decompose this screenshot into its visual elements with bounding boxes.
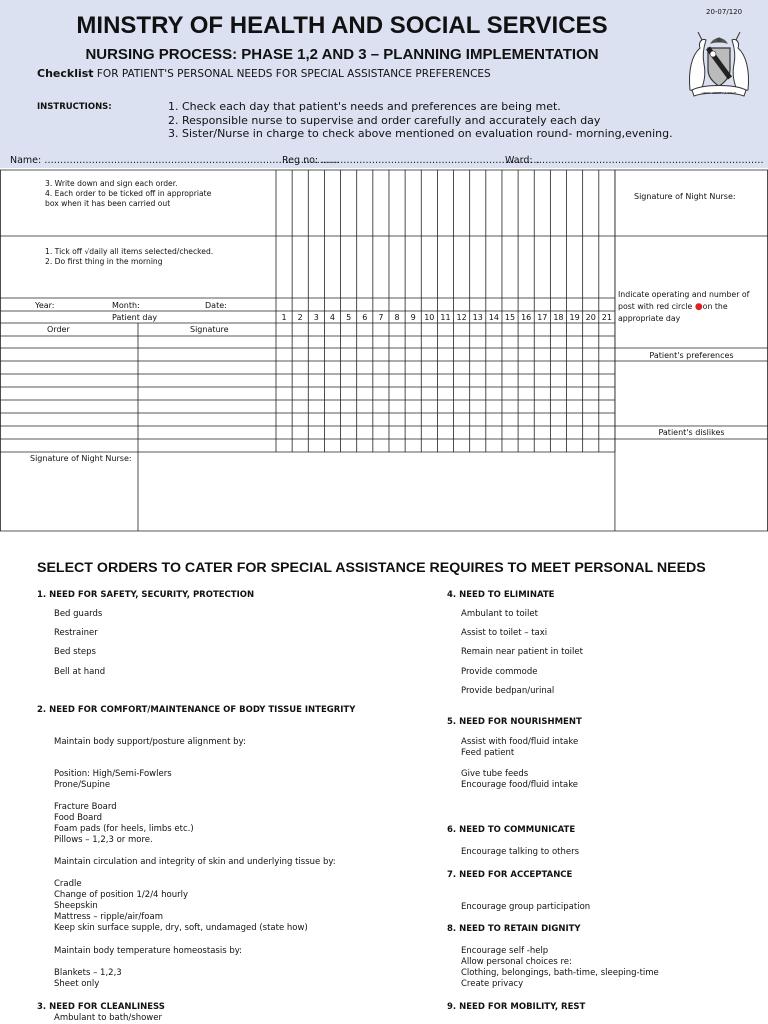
indicator-text: Indicate operating and number of post with red circle (618, 290, 750, 311)
night-nurse-signature-bottom: Signature of Night Nurse: (30, 454, 132, 463)
day-number: 11 (440, 313, 451, 322)
patient-preferences-label: Patient's preferences (649, 351, 734, 360)
day-number: 14 (488, 313, 499, 322)
day-number: 4 (329, 313, 336, 322)
order-fracture-board[interactable]: Fracture Board (54, 802, 117, 812)
indicator-text-end: on the appropriate day (618, 302, 728, 323)
crest-motto: UNITY LIBERTY JUSTICE (701, 91, 737, 95)
order-remain-near-patient[interactable]: Remain near patient in toilet (461, 647, 583, 657)
order-position[interactable]: Position: High/Semi-Fowlers (54, 769, 172, 779)
red-circle-icon: ● (694, 302, 703, 312)
order-provide-commode[interactable]: Provide commode (461, 667, 538, 677)
order-encourage-self-help[interactable]: Encourage self -help (461, 946, 549, 956)
order-encourage-talking[interactable]: Encourage talking to others (461, 847, 580, 857)
order-provide-bedpan[interactable]: Provide bedpan/urinal (461, 686, 555, 696)
order-feed-patient[interactable]: Feed patient (461, 748, 515, 758)
instruction-item: 1. Check each day that patient's needs and preferences are being met. (168, 100, 561, 113)
day-number: 9 (410, 313, 416, 322)
note-line: 3. Write down and sign each order. (45, 179, 178, 188)
day-number: 17 (537, 313, 548, 322)
day-number: 15 (504, 313, 516, 322)
order-keep-skin-supple[interactable]: Keep skin surface supple, dry, soft, undamaged (state how) (54, 923, 308, 933)
order-create-privacy[interactable]: Create privacy (461, 979, 524, 989)
order-bell-at-hand[interactable]: Bell at hand (54, 667, 106, 677)
instruction-item: 2. Responsible nurse to supervise and order carefully and accurately each day (168, 113, 601, 127)
day-number: 5 (346, 313, 352, 322)
need-comfort-heading: 2. NEED FOR COMFORT/MAINTENANCE OF BODY TISSUE INTEGRITY (37, 705, 356, 715)
day-number: 8 (394, 313, 400, 322)
need-dignity-heading: 8. NEED TO RETAIN DIGNITY (447, 924, 581, 934)
day-number: 3 (313, 313, 319, 322)
note-line: box when it has been carried out (45, 199, 171, 208)
order-ambulant-toilet[interactable]: Ambulant to toilet (461, 609, 538, 619)
night-nurse-signature-top: Signature of Night Nurse: (634, 192, 736, 201)
day-number: 16 (521, 313, 532, 322)
order-sheet-only[interactable]: Sheet only (54, 979, 100, 989)
order-ambulant-bath[interactable]: Ambulant to bath/shower (54, 1013, 162, 1023)
ward-field[interactable]: Ward: ……………………………………………………………… (505, 155, 764, 166)
order-cradle[interactable]: Cradle (54, 879, 82, 889)
order-group-participation[interactable]: Encourage group participation (461, 902, 591, 912)
order-prone-supine[interactable]: Prone/Supine (54, 780, 111, 790)
order-instructions-top (45, 179, 265, 209)
page-title: MINSTRY OF HEALTH AND SOCIAL SERVICES (76, 12, 608, 39)
name-field[interactable]: Name: ………………………………………………………………………………… (10, 155, 339, 166)
day-number: 20 (585, 313, 596, 322)
day-number: 10 (424, 313, 435, 322)
order-tube-feeds[interactable]: Give tube feeds (461, 769, 529, 779)
month-label: Month: (112, 301, 140, 310)
orders-section-title: SELECT ORDERS TO CATER FOR SPECIAL ASSISTANCE REQUIRES TO MEET PERSONAL NEEDS (37, 560, 706, 576)
reg-no-field[interactable]: Reg no: …………………………………………………………… (282, 155, 540, 166)
order-column-header: Order (47, 325, 70, 334)
order-bed-guards[interactable]: Bed guards (54, 609, 103, 619)
instruction-item: 3. Sister/Nurse in charge to check above mentioned on evaluation round- morning,evening. (168, 127, 673, 140)
checklist-label: Checklist (37, 67, 94, 80)
checklist-description: FOR PATIENT'S PERSONAL NEEDS FOR SPECIAL ASSISTANCE PREFERENCES (93, 68, 491, 80)
body-support-note: Maintain body support/posture alignment by: (54, 737, 246, 747)
day-number: 7 (378, 313, 384, 322)
order-foam-pads[interactable]: Foam pads (for heels, limbs etc.) (54, 824, 194, 834)
need-safety-heading: 1. NEED FOR SAFETY, SECURITY, PROTECTION (37, 590, 255, 600)
order-bed-steps[interactable]: Bed steps (54, 647, 96, 657)
day-number: 13 (472, 313, 483, 322)
patient-dislikes-label: Patient's dislikes (658, 428, 725, 437)
instructions-label: INSTRUCTIONS: (37, 102, 112, 112)
order-assist-food[interactable]: Assist with food/fluid intake (461, 737, 579, 747)
patient-day-label: Patient day (112, 313, 158, 322)
signature-column-header: Signature (190, 325, 229, 334)
need-eliminate-heading: 4. NEED TO ELIMINATE (447, 590, 555, 600)
day-number: 19 (569, 313, 580, 322)
year-label: Year: (35, 301, 55, 310)
need-nourishment-heading: 5. NEED FOR NOURISHMENT (447, 717, 582, 727)
order-encourage-intake[interactable]: Encourage food/fluid intake (461, 780, 579, 790)
day-number: 18 (553, 313, 564, 322)
note-line: 1. Tick off √daily all items selected/checked. (45, 247, 214, 256)
page-subtitle: NURSING PROCESS: PHASE 1,2 AND 3 – PLANNING IMPLEMENTATION (85, 46, 599, 63)
need-mobility-heading: 9. NEED FOR MOBILITY, REST (447, 1002, 586, 1012)
circulation-note: Maintain circulation and integrity of skin and underlying tissue by: (54, 857, 336, 867)
order-choices-detail[interactable]: Clothing, belongings, bath-time, sleeping-time (461, 968, 659, 978)
document-number: 20-07/120 (706, 8, 743, 16)
order-pillows[interactable]: Pillows – 1,2,3 or more. (54, 835, 153, 845)
note-line: 2. Do first thing in the morning (45, 257, 163, 266)
order-mattress[interactable]: Mattress – ripple/air/foam (54, 912, 163, 922)
need-communicate-heading: 6. NEED TO COMMUNICATE (447, 825, 576, 835)
order-sheepskin[interactable]: Sheepskin (54, 901, 98, 911)
day-number: 12 (456, 313, 467, 322)
need-acceptance-heading: 7. NEED FOR ACCEPTANCE (447, 870, 573, 880)
day-number: 1 (281, 313, 287, 322)
day-number: 6 (362, 313, 368, 322)
operating-indicator-note (618, 289, 764, 325)
day-number: 2 (297, 313, 303, 322)
temperature-note: Maintain body temperature homeostasis by: (54, 946, 242, 956)
order-restrainer[interactable]: Restrainer (54, 628, 98, 638)
day-number: 21 (601, 313, 612, 322)
order-change-position[interactable]: Change of position 1/2/4 hourly (54, 890, 189, 900)
order-allow-choices[interactable]: Allow personal choices re: (461, 957, 572, 967)
note-line: 4. Each order to be ticked off in appropriate (45, 189, 212, 198)
order-food-board[interactable]: Food Board (54, 813, 103, 823)
order-instructions-bottom (45, 247, 265, 267)
order-blankets[interactable]: Blankets – 1,2,3 (54, 968, 122, 978)
date-label: Date: (205, 301, 227, 310)
order-assist-toilet[interactable]: Assist to toilet – taxi (461, 628, 548, 638)
need-cleanliness-heading: 3. NEED FOR CLEANLINESS (37, 1002, 165, 1012)
